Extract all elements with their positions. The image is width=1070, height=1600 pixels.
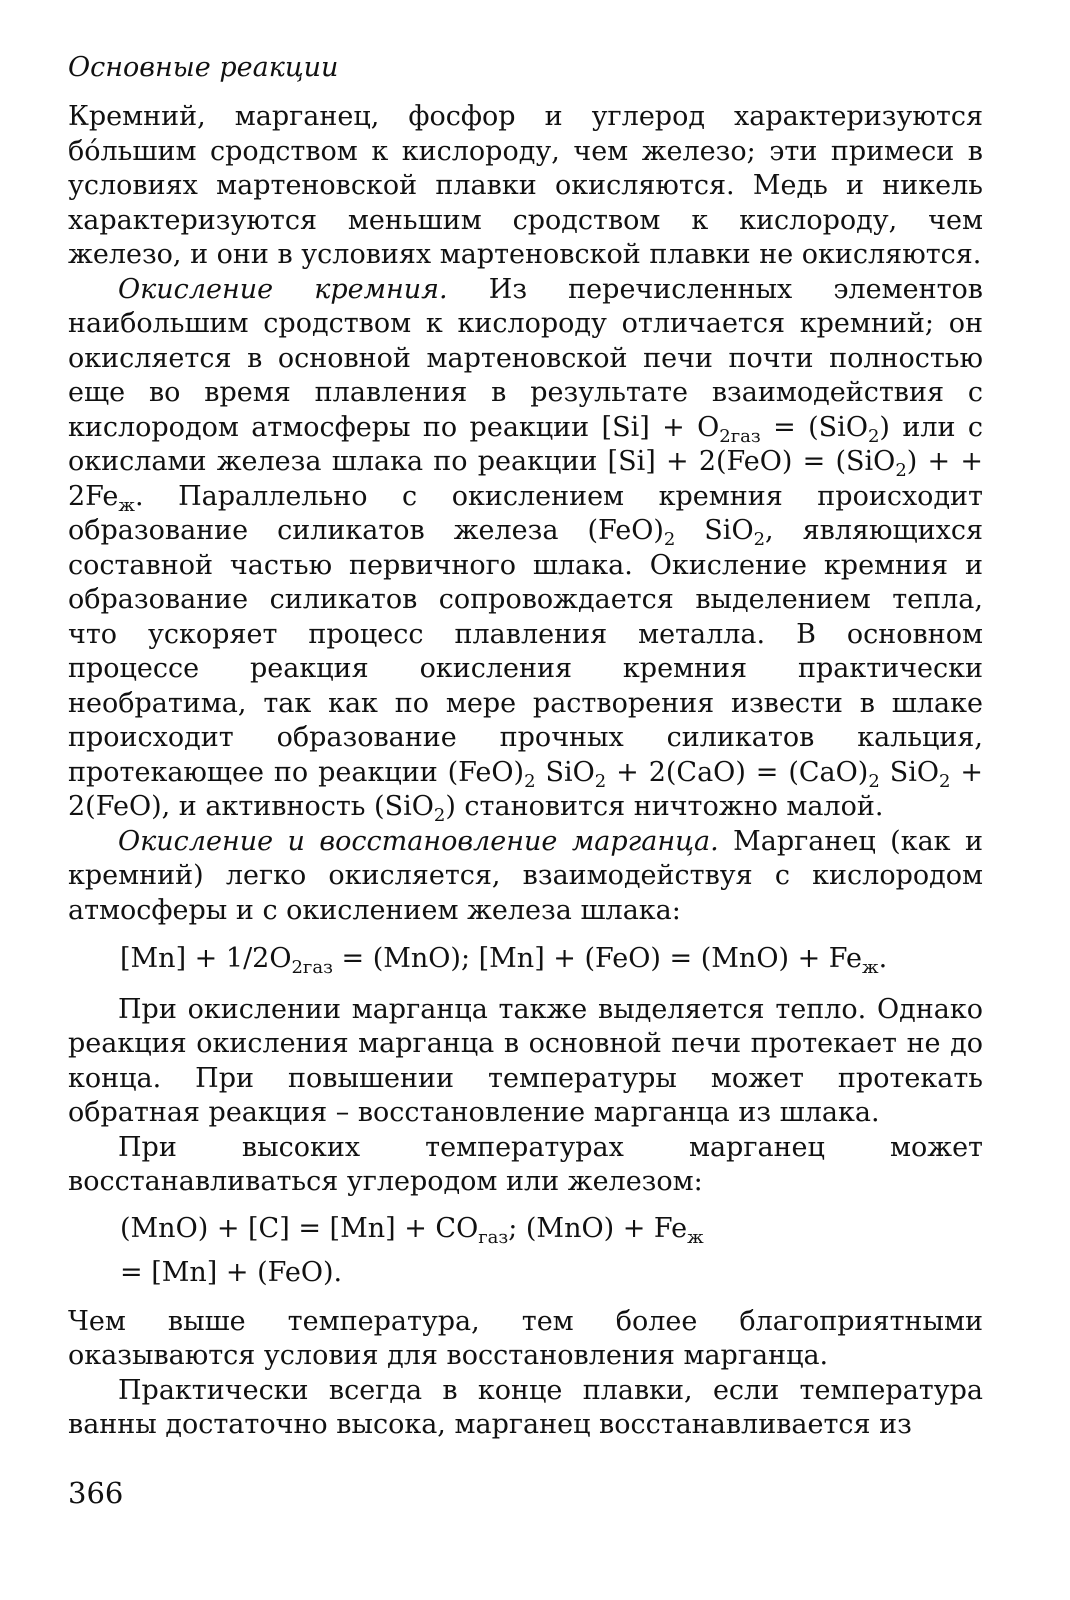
- text-run: ) или с окислами железа шлака по реакции [Si] + 2(FeO) = (SiO: [68, 411, 983, 477]
- subscript: 2: [594, 770, 607, 792]
- text-run: SiO: [675, 515, 754, 546]
- subscript: ж: [118, 494, 135, 516]
- formula-manganese-reduction: [68, 1212, 983, 1247]
- page-body: [68, 48, 983, 1443]
- paragraph-intro: Кремний, марганец, фосфор и углерод характеризуются бóльшим сродством к кислороду, чем железо; эти примеси в условиях мартеновской плавки окисляются. Медь и никель характеризуются меньшим сродством к кислороду, чем железо, и они в условиях мартеновской плавки не окисляются.: [68, 101, 983, 270]
- section-title: Основные реакции: [68, 52, 339, 83]
- subscript: 2: [868, 770, 880, 792]
- paragraph-title-silicon: Окисление кремния.: [118, 273, 448, 305]
- text-run: Марганец (как и кремний) легко окисляется, взаимодействуя с кислородом атмосферы и с окислением железа шлака:: [68, 825, 984, 926]
- text-run: Из перечисленных элементов наибольшим сродством к кислороду отличается кремний; он окисляется в основной мартеновской печи почти полностью еще во время плавления в результате взаимодействия с кислородом атмосферы по реакции [Si] + O: [68, 273, 983, 443]
- subscript: 2: [433, 805, 446, 826]
- paragraph-end-of-melt: Практически всегда в конце плавки, если температура ванны достаточно высока, марганец восстанавливается из: [68, 1374, 983, 1440]
- paragraph-high-temp: При высоких температурах марганец может восстанавливаться углеродом или железом:: [68, 1131, 983, 1197]
- text-run: ; (MnO) + Fe: [508, 1212, 688, 1244]
- text-run: ) становится ничтожно малой.: [445, 791, 884, 822]
- subscript: 2: [939, 770, 951, 792]
- text-run: SiO: [535, 756, 595, 788]
- text-run: = (MnO); [Mn] + (FeO) = (MnO) + Fe: [332, 943, 863, 974]
- text-run: [Mn] + 1/2O: [120, 943, 292, 974]
- subscript: 2: [524, 770, 536, 792]
- subscript: 2: [867, 425, 880, 447]
- paragraph-silicon-oxidation: [68, 273, 983, 825]
- subscript: ж: [862, 957, 879, 978]
- text-run: . Параллельно с окислением кремния происходит образование силикатов железа (FeO): [68, 480, 983, 546]
- page-number: 366: [68, 1476, 124, 1510]
- text-run: = (SiO: [760, 411, 868, 443]
- text-run: , являющихся составной частью первичного шлака. Окисление кремния и образование силикатов сопровождается выделением тепла, что ускоряет процесс плавления металла. В основном процессе реакция окисления кремния практически необратима, так как по мере растворения извести в шлаке происходит образование прочных силикатов кальция, протекающее по реакции (FeO): [68, 515, 983, 788]
- subscript: газ: [478, 1226, 509, 1248]
- paragraph-title-manganese: Окисление и восстановление марганца.: [118, 825, 719, 857]
- subscript: 2газ: [291, 957, 333, 978]
- text-run: SiO: [879, 756, 939, 788]
- text-run: + 2(FeO), и активность (SiO: [68, 756, 984, 822]
- paragraph-heat: При окислении марганца также выделяется тепло. Однако реакция окисления марганца в основной печи протекает не до конца. При повышении температуры может протекать обратная реакция – восстановление марганца из шлака.: [68, 993, 983, 1128]
- subscript: 2: [753, 529, 766, 550]
- text-run: (MnO) + [C] = [Mn] + CO: [120, 1212, 479, 1244]
- text-run: .: [878, 943, 888, 974]
- subscript: 2: [895, 460, 907, 481]
- subscript: 2газ: [719, 425, 761, 447]
- formula-manganese-oxidation: [68, 942, 983, 977]
- formula-manganese-reduction-cont: = [Mn] + (FeO).: [120, 1257, 343, 1288]
- paragraph-temperature: Чем выше температура, тем более благоприятными оказываются условия для восстановления марганца.: [68, 1305, 983, 1371]
- subscript: ж: [687, 1226, 704, 1248]
- paragraph-manganese: [68, 825, 983, 929]
- subscript: 2: [663, 529, 676, 550]
- text-run: + 2(CaO) = (CaO): [606, 756, 869, 788]
- text-run: ) + + 2Fe: [68, 446, 983, 512]
